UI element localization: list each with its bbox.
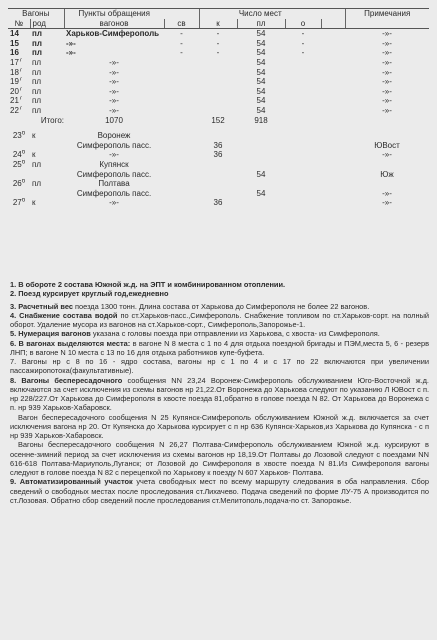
wagon-route: Купянск (99, 159, 129, 169)
wagon-remark: -»- (382, 77, 392, 87)
wagon-route: -»- (66, 48, 76, 58)
wagon-number (8, 106, 30, 116)
wagon-number-sup: б (21, 198, 26, 204)
seats-k (199, 170, 237, 180)
note-heading: 6. В вагонах выделяются места: (10, 338, 131, 348)
wagon-number-value: 16 (10, 48, 19, 58)
wagon-remark: Юж (380, 169, 394, 179)
wagon-number-sup: 7 (18, 67, 23, 73)
table-row (8, 77, 429, 87)
wagon-remark: -»- (382, 150, 392, 160)
wagon-kind: пл (32, 48, 42, 58)
wagon-number (8, 48, 30, 58)
seats-k (199, 131, 237, 141)
table-row (8, 96, 429, 106)
table-row (8, 58, 429, 68)
wagon-number-value: 27 (12, 198, 22, 208)
seats-k: - (216, 48, 220, 58)
seats-pl (237, 131, 285, 141)
seats-k (199, 68, 237, 78)
wagon-remark (345, 160, 429, 170)
wagon-number (8, 179, 30, 189)
wagon-kind: пл (32, 86, 41, 96)
note-paragraph (10, 311, 429, 330)
total-pl: 918 (254, 115, 268, 125)
seats-pl: 54 (256, 86, 266, 96)
wagon-number-value: 14 (10, 29, 19, 39)
note-paragraph (10, 302, 429, 311)
seats-k: - (216, 38, 220, 48)
seats-pl (237, 150, 285, 160)
wagon-number (8, 198, 30, 208)
note-text: сообщения NN 23,24 Воронеж-Симферополь обслуживанием Юго-Восточной ж.д. включаются за счет исключения из схемы вагонов нр 21,22.От Воронежа до Харькова следуют по указанию Л ЮВост с п. нр 228/227.От Харькова до Симферополя в хвосте поезда 81,обратно в голове поезда N 82. От Харькова до Воронежа с п. нр 939 Харьков-Хабаровск. (10, 375, 429, 413)
seats-pl (237, 179, 285, 189)
wagon-number (8, 77, 30, 87)
wagon-remark (345, 131, 429, 141)
note-paragraph (10, 289, 429, 298)
wagon-kind: к (32, 150, 36, 160)
seats-o (285, 68, 321, 78)
wagon-route: -»- (66, 38, 76, 48)
note-paragraph (10, 357, 429, 376)
seats-pl (237, 198, 285, 208)
header-kind: род (30, 19, 64, 29)
wagon-number-value: 22 (10, 105, 19, 115)
note-paragraph (10, 477, 429, 505)
wagon-number-value: 18 (10, 67, 19, 77)
wagon-kind: к (32, 198, 36, 208)
wagon-remark: -»- (382, 86, 392, 96)
wagon-number-sup: б (21, 150, 26, 156)
seats-k: 36 (213, 198, 223, 208)
seats-o (285, 87, 321, 97)
wagon-number (8, 150, 30, 160)
note-paragraph (10, 339, 429, 358)
wagon-route: Воронеж (97, 131, 131, 141)
wagon-schedule-table (8, 8, 429, 208)
table-header-row-1 (8, 9, 429, 19)
wagon-number-value: 21 (10, 96, 19, 106)
note-paragraph (10, 280, 429, 289)
wagon-number-value: 25 (12, 159, 22, 169)
table-row (8, 131, 429, 141)
header-num: № (8, 19, 30, 29)
table-row (8, 48, 429, 58)
wagon-route: -»- (109, 67, 119, 77)
table-row (8, 189, 429, 199)
wagon-number-sup: б (21, 179, 26, 185)
wagon-number-sup: 7 (18, 105, 23, 112)
seats-k (199, 106, 237, 116)
header-wagons-sub: вагонов (64, 19, 164, 29)
table-row (8, 141, 429, 151)
wagon-remark (345, 179, 429, 189)
header-remarks: Примечания (345, 9, 429, 19)
seats-sv (164, 106, 199, 116)
wagon-route: Симферополь пасс. (76, 188, 152, 198)
wagon-number-value: 24 (12, 150, 22, 160)
wagon-kind (30, 189, 64, 199)
wagon-number-value: 17 (10, 57, 19, 67)
wagon-route: -»- (109, 86, 119, 96)
seats-pl: 54 (256, 57, 266, 67)
seats-pl: 54 (256, 29, 266, 39)
seats-pl: 54 (256, 96, 266, 106)
wagon-route: Симферополь пасс. (76, 169, 152, 179)
seats-sv (164, 96, 199, 106)
seats-sv: - (180, 38, 183, 48)
seats-k (199, 77, 237, 87)
wagon-number (8, 87, 30, 97)
wagon-number (8, 131, 30, 141)
note-text: поезда 1300 тонн. Длина состава от Харькова до Симферополя не более 22 вагонов. (72, 301, 370, 311)
note-text: 7. Вагоны нр с 8 по 16 - ядро состава, вагоны нр с 1 по 4 и с 17 по 22 включаются при увеличении пассажиропотока(факультативные). (10, 357, 429, 376)
wagon-remark: -»- (382, 57, 392, 67)
note-heading: 5. Нумерация вагонов (10, 329, 91, 339)
wagon-number-sup: 7 (18, 96, 23, 102)
header-wagons: Вагоны (8, 9, 64, 19)
note-text: учета свободных мест по всему маршруту следования в оба направления. Сбор сведений о свободных местах после проследования ст.Лихачево. Подача сведений по форме ЛУ-75 А производится по ст.Лозовая. Обратно сбор сведений после проследования ст.Мелитополь,подача-по ст. Запорожье. (10, 477, 429, 505)
total-count: 1070 (105, 115, 123, 125)
wagon-number-value: 26 (12, 179, 22, 189)
seats-o: - (301, 29, 305, 39)
wagon-number (8, 141, 30, 151)
wagon-number (8, 189, 30, 199)
seats-k (199, 96, 237, 106)
wagon-number (8, 39, 30, 49)
wagon-remark: -»- (382, 105, 392, 115)
table-row (8, 170, 429, 180)
wagon-number (8, 58, 30, 68)
seats-pl: 54 (256, 77, 266, 87)
wagon-remark: -»- (382, 48, 392, 58)
seats-pl: 54 (256, 105, 266, 115)
wagon-route: -»- (109, 77, 119, 87)
wagon-number-sup: 7 (18, 77, 23, 83)
table-row (8, 29, 429, 39)
wagon-kind (30, 141, 64, 151)
wagon-number-value: 15 (10, 38, 19, 48)
seats-o: - (301, 48, 305, 58)
wagon-route: Харьков-Симферополь (66, 29, 160, 39)
wagon-kind: пл (32, 179, 41, 189)
wagon-remark: ЮВост (374, 140, 400, 150)
wagon-kind: пл (32, 67, 41, 77)
seats-o: - (301, 38, 305, 48)
seats-k (199, 87, 237, 97)
total-label: Итого: (40, 115, 64, 125)
table-row (8, 68, 429, 78)
wagon-number (8, 68, 30, 78)
note-heading: 2. Поезд курсирует круглый год,ежедневно (10, 289, 169, 299)
wagon-route: Полтава (98, 179, 130, 189)
notes-section (10, 280, 429, 505)
seats-k: - (216, 29, 220, 39)
seats-k: 36 (213, 140, 223, 150)
header-o: о (285, 19, 321, 29)
table-header-row-2 (8, 19, 429, 29)
seats-o (285, 77, 321, 87)
wagon-number-sup: б (21, 131, 26, 137)
wagon-kind: пл (32, 105, 41, 115)
seats-sv (164, 68, 199, 78)
seats-sv (164, 58, 199, 68)
wagon-number-value: 20 (10, 86, 19, 96)
header-sv: св (164, 19, 199, 29)
wagon-kind: пл (32, 57, 41, 67)
wagon-kind: пл (32, 29, 42, 39)
seats-sv (164, 77, 199, 87)
note-paragraph (10, 413, 429, 441)
seats-sv: - (180, 29, 183, 39)
note-text: указана с головы поезда при отправлении из Харькова, с хвоста- из Симферополя. (90, 329, 380, 339)
wagon-route: -»- (109, 105, 119, 115)
note-heading: 3. Расчетный вес (10, 301, 73, 311)
table-row (8, 160, 429, 170)
seats-pl: 54 (256, 38, 266, 48)
wagon-number-sup: 7 (18, 86, 23, 93)
seats-pl: 54 (256, 48, 266, 58)
seats-sv (164, 87, 199, 97)
wagon-kind: пл (32, 159, 41, 169)
seats-o (285, 58, 321, 68)
wagon-route: -»- (109, 150, 119, 160)
note-text: по ст.Харьков-пасс.,Симферополь. Снабжение топливом по ст.Харьков-сорт. на полный оборот. Удаление мусора из вагонов на ст.Харьков-сорт., Симферополь,Запорожье-1. (10, 310, 430, 329)
seats-pl: 54 (256, 188, 266, 198)
seats-k: 36 (213, 150, 223, 160)
table-row (8, 39, 429, 49)
table-row (8, 198, 429, 208)
wagon-kind: пл (32, 96, 41, 106)
wagon-kind: к (32, 131, 36, 141)
header-k: к (199, 19, 237, 29)
wagon-number-value: 19 (10, 77, 19, 87)
seats-pl: 54 (256, 169, 266, 179)
note-paragraph (10, 376, 429, 413)
wagon-number (8, 170, 30, 180)
wagon-number-value: 23 (12, 131, 22, 141)
seats-k (199, 189, 237, 199)
note-text: Вагон беспересадочного сообщения N 25 Купянск-Симферополь обслуживанием Южной ж.д. включается за счет исключения вагона нр 20. От Купянска до Харькова курсирует с п нр 636 Купянск-Харьков,из Харькова до Купянска - с п нр 939 Харьков-Хабаровск. (10, 412, 429, 440)
header-points: Пункты обращения (64, 9, 164, 19)
wagon-kind: пл (32, 38, 42, 48)
note-heading: 8. Вагоны беспересадочного (10, 375, 123, 385)
table-row (8, 106, 429, 116)
note-paragraph (10, 440, 429, 477)
seats-k (199, 58, 237, 68)
table-row (8, 150, 429, 160)
wagon-remark: -»- (382, 38, 392, 48)
note-text: Вагоны беспересадочного сообщения N 26,27 Полтава-Симферополь обслуживанием Южной ж.д. курсируют в осенне-зимний период за счет исключения из схемы вагонов нр 18,19.От Полтавы до Лозовой следуют с поездами NN 616-618 Полтава-Мариуполь,Луганск; от Лозовой до Симферополя в хвосте поезда N 81.Из Симферополя вагоны следуют в голове поезда N 82 с перецепкой по Харькову к поезду N 607 Харьков- Полтава. (10, 440, 429, 477)
wagon-route: -»- (109, 198, 119, 208)
wagon-number-sup: б (21, 159, 26, 166)
wagon-remark: -»- (382, 29, 392, 39)
header-pl: пл (237, 19, 285, 29)
note-heading: 4. Снабжение состава водой (10, 310, 118, 320)
wagon-remark: -»- (382, 188, 392, 198)
seats-o (285, 106, 321, 116)
seats-k (199, 179, 237, 189)
seats-pl: 54 (256, 67, 266, 77)
note-heading: 1. В обороте 2 состава Южной ж.д. на ЭПТ и комбинированном отоплении. (10, 280, 286, 289)
header-seats: Число мест (199, 9, 321, 19)
wagon-route: Симферополь пасс. (76, 140, 152, 150)
wagon-route: -»- (109, 57, 119, 67)
seats-sv: - (180, 48, 183, 58)
wagon-number (8, 96, 30, 106)
note-paragraph (10, 329, 429, 338)
seats-o (285, 96, 321, 106)
note-heading: 9. Автоматизированный участок (10, 477, 133, 487)
note-text: в вагоне N 8 места с 1 по 4 для отдыха поездной бригады и ПЭМ,места 5, 6 - резерв ЛНП; в вагоне N 10 места с 13 по 16 для отдыха работников купе-буфета. (10, 338, 430, 357)
wagon-remark: -»- (382, 198, 392, 208)
wagon-number (8, 29, 30, 39)
wagon-number (8, 160, 30, 170)
table-row (8, 87, 429, 97)
wagon-remark: -»- (382, 96, 392, 106)
seats-pl (237, 141, 285, 151)
wagon-kind: пл (32, 77, 41, 87)
seats-k (199, 160, 237, 170)
wagon-remark: -»- (382, 67, 392, 77)
wagon-route: -»- (109, 96, 119, 106)
seats-pl (237, 160, 285, 170)
total-k: 152 (211, 115, 225, 125)
table-row (8, 179, 429, 189)
total-row (8, 116, 429, 126)
wagon-kind (30, 170, 64, 180)
wagon-number-sup: 7 (18, 57, 23, 64)
